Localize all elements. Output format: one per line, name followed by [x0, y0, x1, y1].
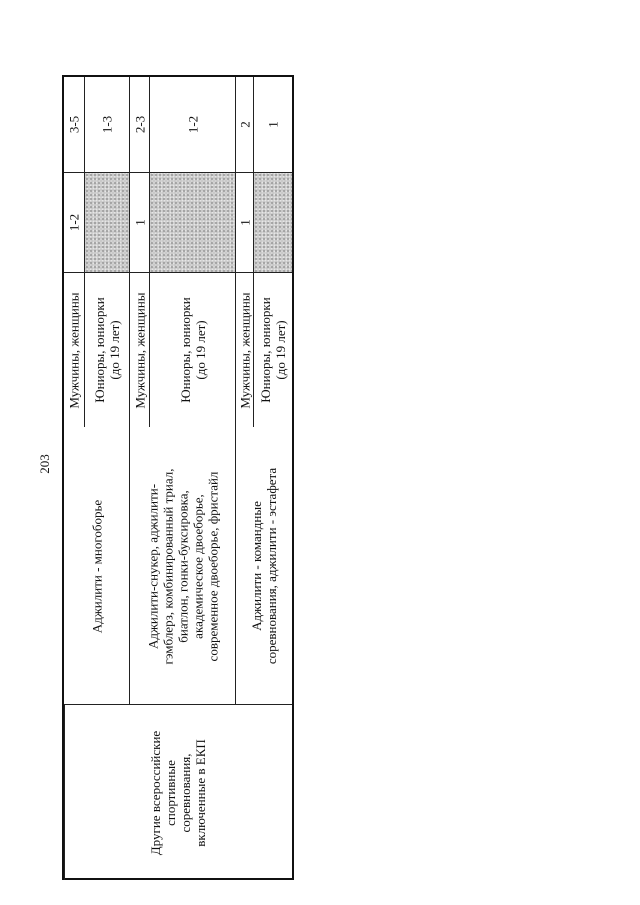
col-b-cell-3b [254, 77, 292, 172]
col-b-cell-2b [150, 77, 235, 172]
category-text: Другие всероссийские спортивные соревнования, включенные в ЕКП [148, 730, 208, 855]
group-text-3b: Юниоры, юниорки (до 19 лет) [258, 297, 288, 403]
group-cell-1a [64, 273, 84, 427]
col-b-cell-1a [64, 77, 84, 172]
group-cell-3a [236, 273, 253, 427]
col-a-text-2: 1 [132, 219, 147, 226]
col-b-text-3a: 2 [237, 121, 252, 128]
group-text-2a: Мужчины, женщины [132, 291, 147, 409]
col-b-cell-3a [236, 77, 253, 172]
col-b-text-1a: 3-5 [66, 115, 82, 134]
col-b-text-2b: 1-2 [185, 115, 200, 134]
discipline-text-2: Аджилити-снукер, аджилити- гэмблерз, комбинированный триал, биатлон, гонки-буксировка, академическое двоеборье, современное двоеборье, фристайл [145, 468, 220, 664]
group-text-1b: Юниоры, юниорки (до 19 лет) [92, 297, 122, 403]
col-b-text-3b: 1 [265, 121, 281, 128]
col-a-cell-2 [130, 173, 149, 272]
discipline-text-3: Аджилити - командные соревнования, аджилити - эстафета [249, 467, 279, 665]
col-b-text-2a: 2-3 [132, 115, 147, 134]
col-a-cell-1 [64, 173, 84, 272]
col-a-text-3: 1 [237, 219, 252, 226]
group-cell-2a [130, 273, 149, 427]
col-a-text-1: 1-2 [66, 213, 82, 232]
group-cell-1b [85, 273, 129, 427]
shaded-cell-2 [150, 173, 235, 272]
shaded-cell-3 [254, 173, 292, 272]
discipline-cell-3 [236, 428, 292, 704]
category-cell [64, 705, 292, 880]
discipline-cell-2 [130, 428, 235, 704]
group-text-3a: Мужчины, женщины [237, 291, 252, 409]
group-cell-2b [150, 273, 235, 427]
col-a-cell-3 [236, 173, 253, 272]
group-text-2b: Юниоры, юниорки (до 19 лет) [177, 297, 208, 403]
col-b-text-1b: 1-3 [99, 115, 115, 134]
col-b-cell-1b [85, 77, 129, 172]
group-text-1a: Мужчины, женщины [66, 291, 82, 409]
page-number: 203 [37, 454, 52, 474]
results-table [62, 75, 294, 880]
col-b-cell-2a [130, 77, 149, 172]
discipline-text-1: Аджилити - многоборье [89, 499, 104, 633]
discipline-cell-1 [64, 428, 129, 704]
group-cell-3b [254, 273, 292, 427]
shaded-cell-1 [85, 173, 129, 272]
